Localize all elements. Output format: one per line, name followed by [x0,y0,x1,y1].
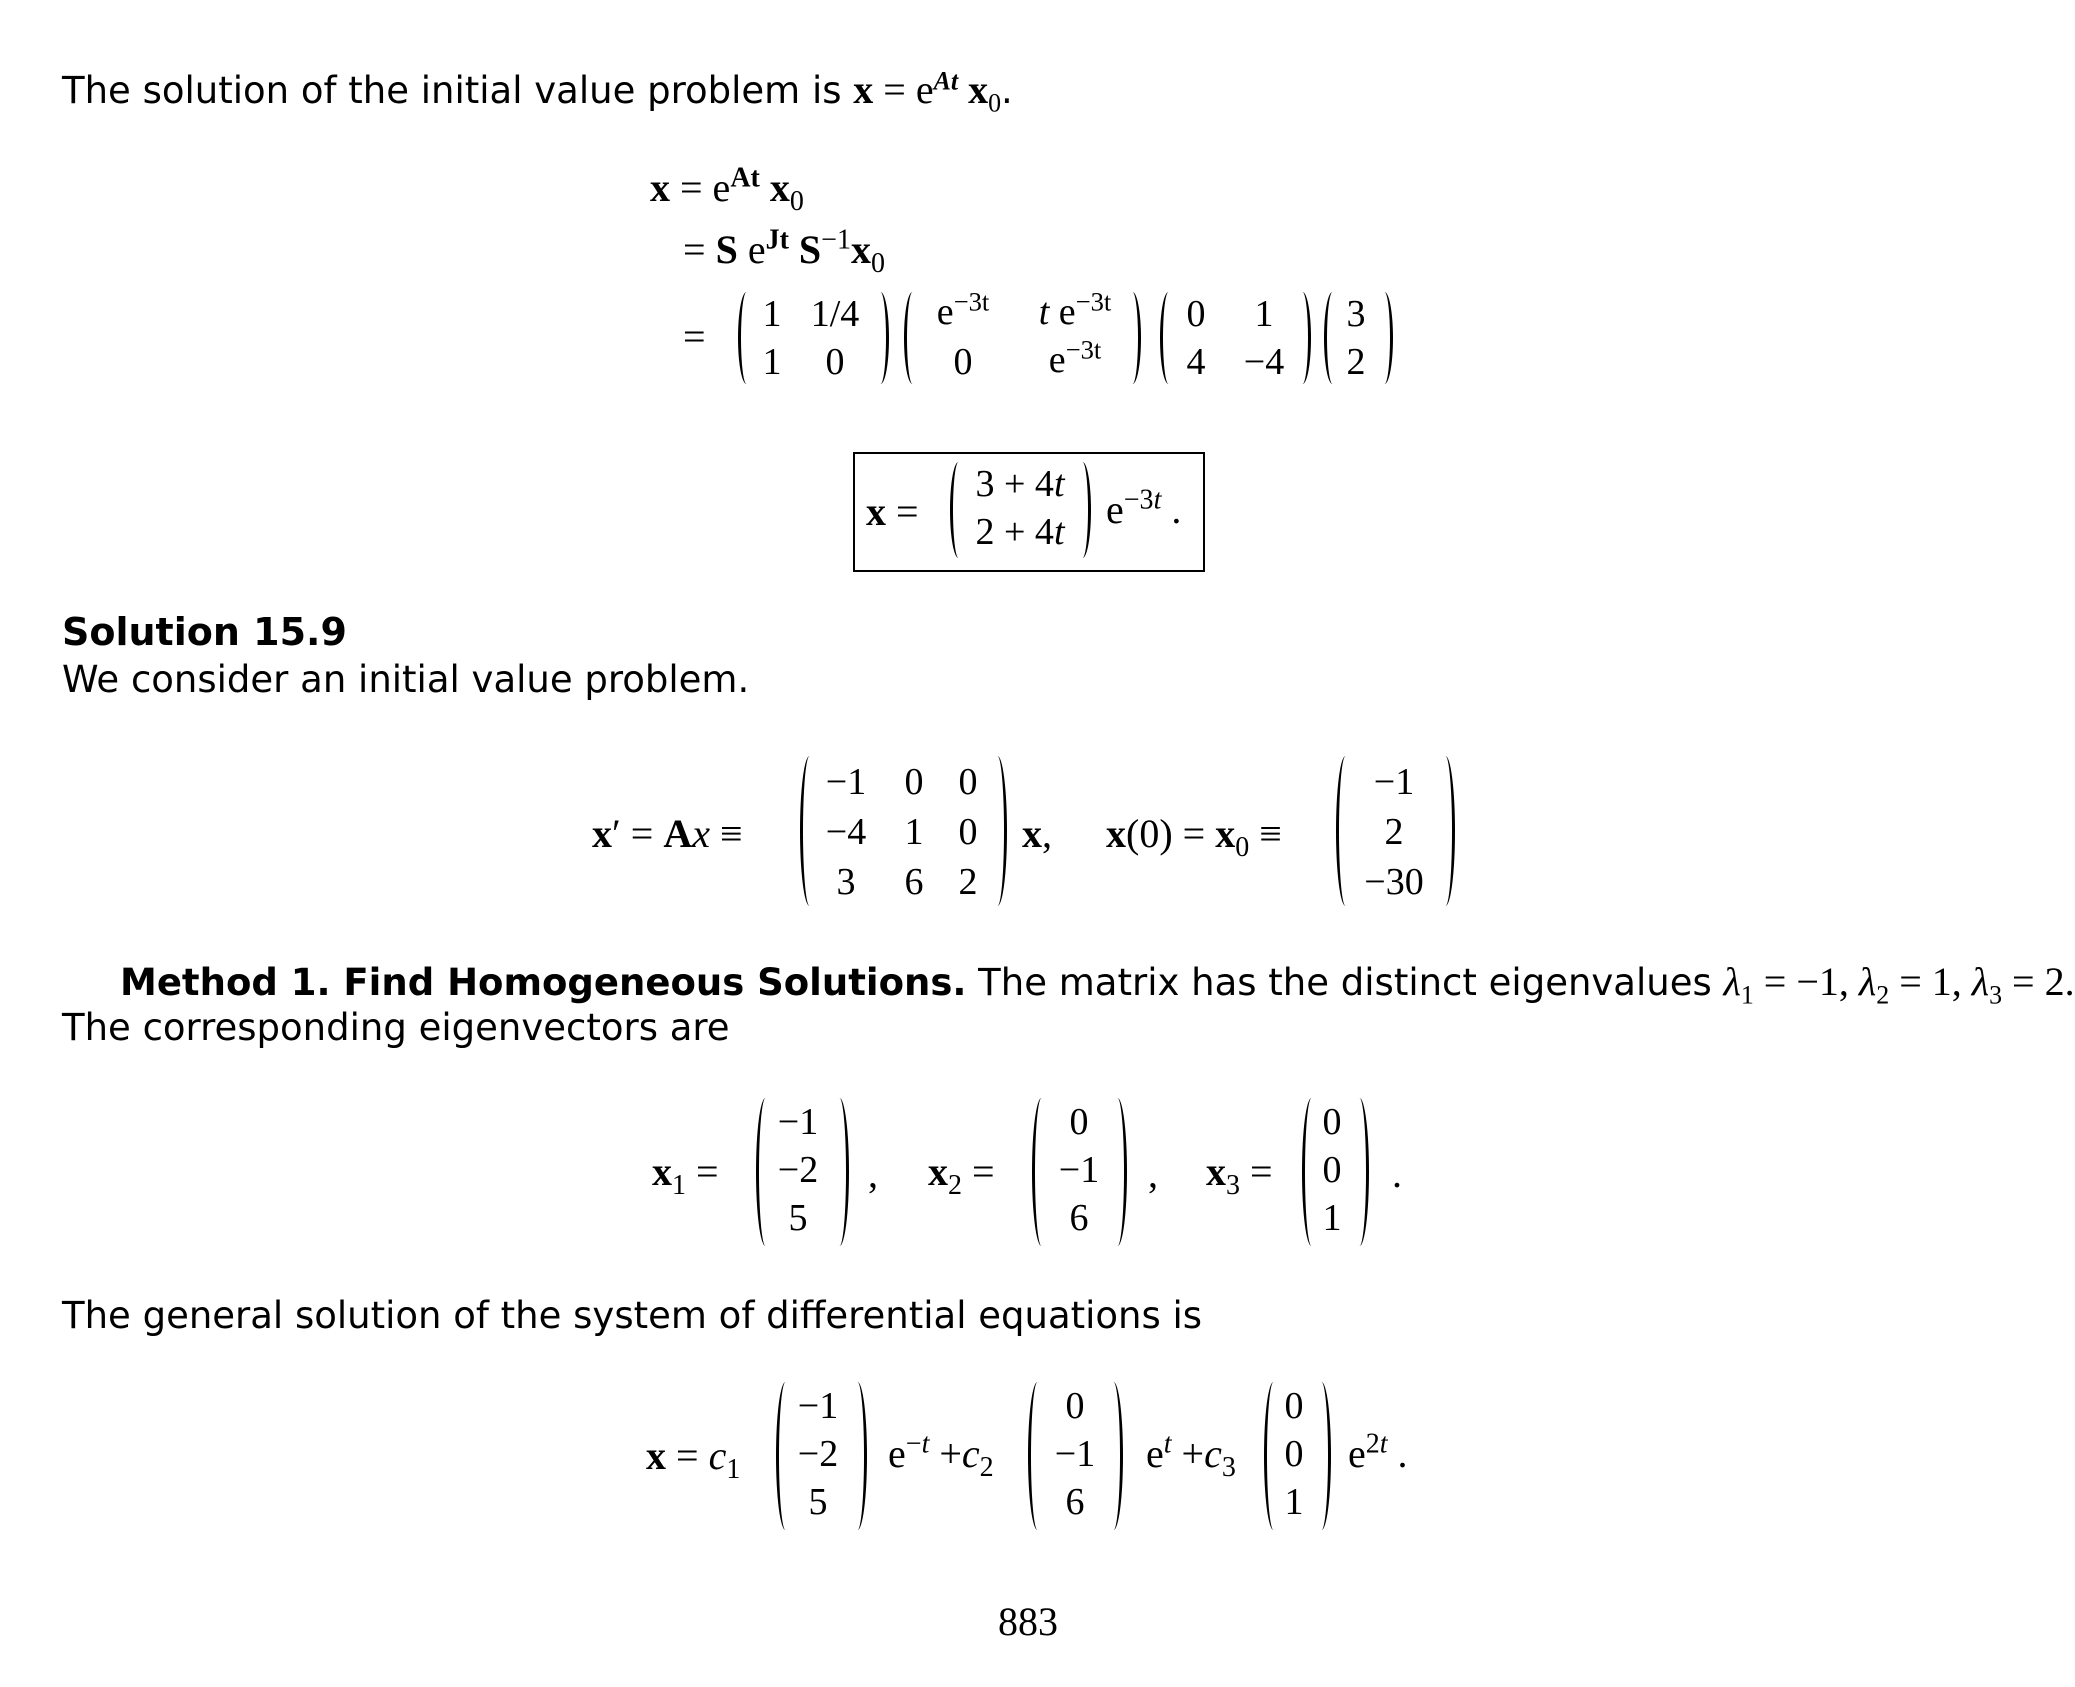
paren-right [1104,1382,1123,1530]
A-23: 0 [958,811,978,853]
method-title: Method 1. Find Homogeneous Solutions. [120,961,967,1004]
Sinv-22: −4 [1243,341,1285,383]
paren-right [1074,462,1091,558]
paren-left [1160,292,1177,384]
A-12: 0 [904,761,924,803]
derivation-eq-sign: = [683,314,706,359]
intro-line: The solution of the initial value problem is $x = e^{At}$ $x_0$. [62,66,1013,118]
general-term-2: $e^t +c_3$ [1146,1428,1236,1483]
paren-right [848,1382,867,1530]
eigvec-1-v3: 5 [788,1197,808,1239]
eigvec-1-label: $x_1$ = [652,1149,719,1201]
general-term-1: $e^{-t} +c_2$ [888,1428,994,1483]
intro-x: x [853,67,874,112]
paren-right [830,1098,849,1246]
paren-right [872,292,889,384]
paren-right [1376,292,1393,384]
A-11: −1 [825,761,867,803]
paren-right [988,756,1007,906]
paren-right [1350,1098,1369,1246]
general-text: The general solution of the system of differential equations is [62,1294,1203,1337]
boxed-vec-1: 3 + 4t [975,463,1065,505]
boxed-factor: $e^{-3t}$ . [1106,484,1182,532]
eigvec-3-label: $x_3$ = [1206,1149,1273,1201]
x0-1: 3 [1346,293,1366,335]
eigvec-2-v3: 6 [1069,1197,1089,1239]
eJt-12: t $e^{-3t}$ [1038,286,1112,333]
eJt-21: 0 [953,341,973,383]
consider-text: We consider an initial value problem. [62,658,750,701]
gen-v2-2: −1 [1054,1433,1096,1475]
paren-right [1436,756,1455,906]
page-number: 883 [998,1599,1058,1644]
general-lhs: $x = c_1$ [646,1433,741,1485]
derivation-line-2: = S $e^{Jt}$ $S^{-1}x_0$ [683,224,885,279]
boxed-vec-2: 2 + 4t [975,511,1065,553]
A-13: 0 [958,761,978,803]
intro-text: The solution of the initial value problem is [62,69,854,112]
A-31: 3 [836,861,856,903]
derivation-line-1: $x = e^{At}$ $x_0$ [650,162,804,217]
Sinv-21: 4 [1186,341,1206,383]
S-12: 1/4 [810,293,860,335]
ivp-init: $x(0) = x_0$ ≡ [1106,811,1282,863]
solution-heading: Solution 15.9 [62,610,347,654]
eJt-11: $e^{-3t}$ [936,286,990,333]
eigvec-3-v2: 0 [1322,1149,1342,1191]
method-line-1: Method 1. Find Homogeneous Solutions. The matrix has the distinct eigenvalues $\lambda_1 = -1$, $\lambda_2 = 1$, $\lambda_3 = 2$. [120,959,2075,1010]
eigvec-3-v3: 1 [1322,1197,1342,1239]
gen-v3-3: 1 [1284,1481,1304,1523]
eigvec-1-v1: −1 [777,1101,819,1143]
A-21: −4 [825,811,867,853]
paren-right [1108,1098,1127,1246]
intro-exp: At [933,66,959,96]
ivp-x0-3: −30 [1364,861,1424,903]
general-term-3: $e^{2t}$ . [1348,1428,1408,1476]
S-21: 1 [762,341,782,383]
A-22: 1 [904,811,924,853]
S-11: 1 [762,293,782,335]
eigvec-1-v2: −2 [777,1149,819,1191]
ivp-x0-2: 2 [1384,811,1404,853]
ivp-mid: x, [1022,811,1052,856]
eigvec-2-v1: 0 [1069,1101,1089,1143]
method-line-2: The corresponding eigenvectors are [62,1006,730,1049]
eigvec-2-label: $x_2$ = [928,1149,995,1201]
A-33: 2 [958,861,978,903]
gen-v3-1: 0 [1284,1385,1304,1427]
gen-v1-2: −2 [797,1433,839,1475]
S-22: 0 [825,341,845,383]
Sinv-12: 1 [1254,293,1274,335]
paren-right [1312,1382,1331,1530]
gen-v3-2: 0 [1284,1433,1304,1475]
Sinv-11: 0 [1186,293,1206,335]
A-32: 6 [904,861,924,903]
gen-v1-3: 5 [808,1481,828,1523]
ivp-lhs: x′ = Ax ≡ [592,811,743,856]
gen-v2-3: 6 [1065,1481,1085,1523]
paren-right [1124,292,1141,384]
boxed-lhs: x = [866,489,919,534]
ivp-x0-1: −1 [1373,761,1415,803]
eigvec-2-v2: −1 [1058,1149,1100,1191]
x0-2: 2 [1346,341,1366,383]
gen-v2-1: 0 [1065,1385,1085,1427]
eJt-22: $e^{-3t}$ [1048,334,1102,381]
gen-v1-1: −1 [797,1385,839,1427]
paren-right [1294,292,1311,384]
eigvec-3-v1: 0 [1322,1101,1342,1143]
